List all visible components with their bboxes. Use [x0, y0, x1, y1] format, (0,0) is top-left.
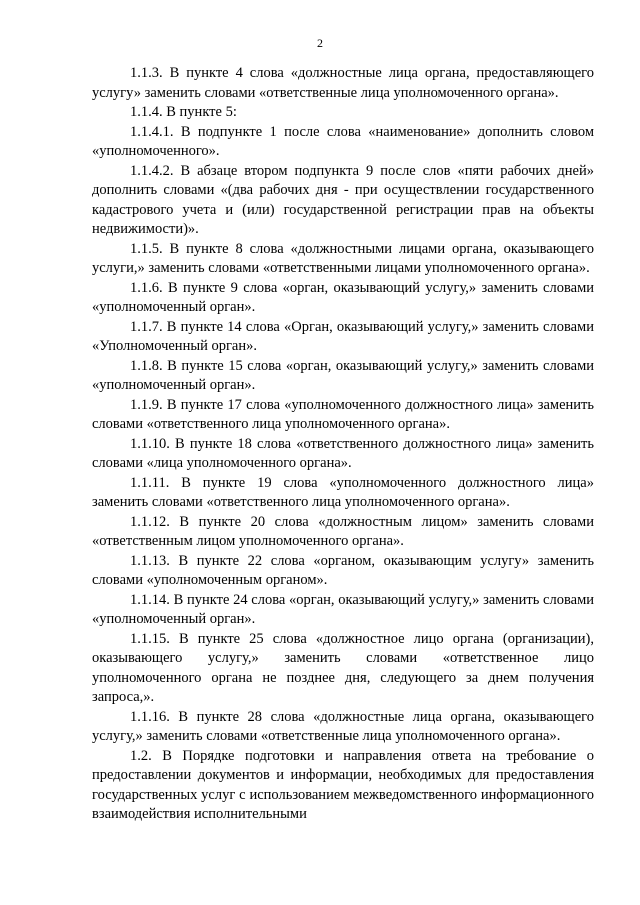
- paragraph-1-1-10: 1.1.10. В пункте 18 слова «ответственного должностного лица» заменить словами «лица уполномоченного органа».: [92, 435, 594, 471]
- paragraph-1-1-4-1: 1.1.4.1. В подпункте 1 после слова «наименование» дополнить словом «уполномоченного».: [92, 123, 594, 159]
- paragraph-1-1-14: 1.1.14. В пункте 24 слова «орган, оказывающий услугу,» заменить словами «уполномоченный орган».: [92, 591, 594, 627]
- document-body: [92, 64, 594, 825]
- paragraph-1-1-5: 1.1.5. В пункте 8 слова «должностными лицами органа, оказывающего услуги,» заменить словами «ответственными лицами уполномоченного органа».: [92, 240, 594, 276]
- paragraph-1-1-13: 1.1.13. В пункте 22 слова «органом, оказывающим услугу» заменить словами «уполномоченным органом».: [92, 552, 594, 588]
- page-number: 2: [317, 36, 323, 50]
- paragraph-1-1-4: 1.1.4. В пункте 5:: [130, 104, 237, 120]
- paragraph-1-1-6: 1.1.6. В пункте 9 слова «орган, оказывающий услугу,» заменить словами «уполномоченный орган».: [92, 279, 594, 315]
- paragraph-1-1-15: 1.1.15. В пункте 25 слова «должностное лицо органа (организации), оказывающего услугу,» заменить словами «ответственное лицо уполномоченного органа не позднее дня, следующего за днем получения запроса,».: [92, 630, 594, 705]
- paragraph-1-1-3: 1.1.3. В пункте 4 слова «должностные лица органа, предоставляющего услугу» заменить словами «ответственные лица уполномоченного органа».: [92, 65, 594, 101]
- paragraph-1-1-11: 1.1.11. В пункте 19 слова «уполномоченного должностного лица» заменить словами «ответственного лица уполномоченного органа».: [92, 474, 594, 510]
- paragraph-1-1-8: 1.1.8. В пункте 15 слова «орган, оказывающий услугу,» заменить словами «уполномоченный орган».: [92, 357, 594, 393]
- paragraph-1-1-9: 1.1.9. В пункте 17 слова «уполномоченного должностного лица» заменить словами «ответственного лица уполномоченного органа».: [92, 396, 594, 432]
- paragraph-1-1-12: 1.1.12. В пункте 20 слова «должностным лицом» заменить словами «ответственным лицом уполномоченного органа».: [92, 513, 594, 549]
- paragraph-1-2: 1.2. В Порядке подготовки и направления ответа на требование о предоставлении документов и информации, необходимых для предоставления государственных услуг с использованием межведомственного информационного взаимодействия исполнительными: [92, 747, 594, 822]
- paragraph-1-1-16: 1.1.16. В пункте 28 слова «должностные лица органа, оказывающего услугу,» заменить словами «ответственные лица уполномоченного органа».: [92, 708, 594, 744]
- paragraph-1-1-7: 1.1.7. В пункте 14 слова «Орган, оказывающий услугу,» заменить словами «Уполномоченный орган».: [92, 318, 594, 354]
- paragraph-1-1-4-2: 1.1.4.2. В абзаце втором подпункта 9 после слов «пяти рабочих дней» дополнить словами «(два рабочих дня - при осуществлении государственного кадастрового учета и (или) государственной регистрации прав на объекты недвижимости)».: [92, 162, 594, 237]
